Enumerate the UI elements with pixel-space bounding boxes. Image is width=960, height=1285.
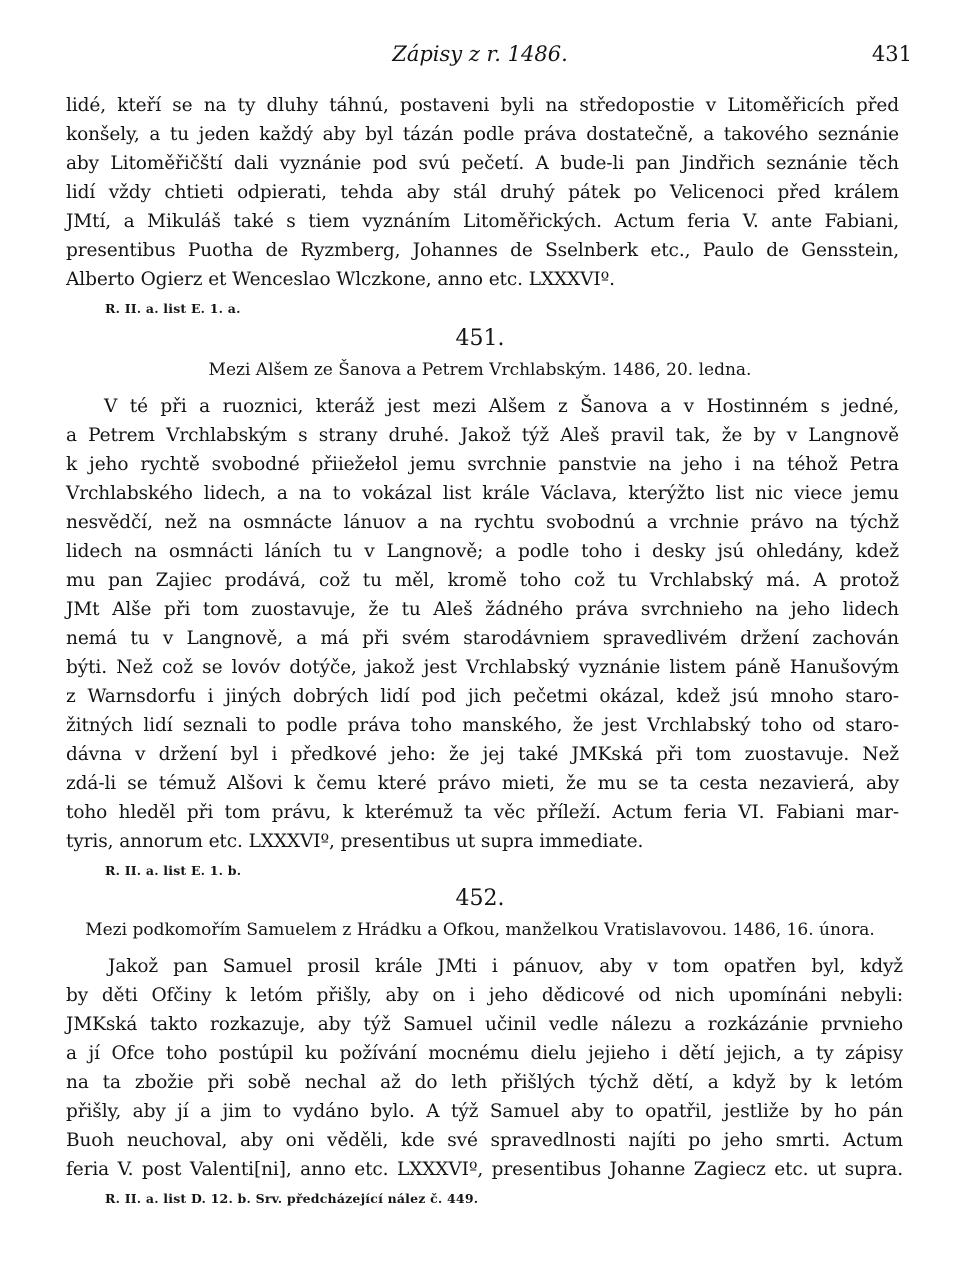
text-line: na ta zbožie při sobě nechal až do leth přišlých týchž dětí, a když by k letóm xyxy=(66,1072,903,1093)
text-line: aby Litoměřičští dali vyznánie pod svú pečetí. A bude-li pan Jindřich seznánie těch xyxy=(66,153,899,174)
text-line: z Warnsdorfu i jiných dobrých lidí pod jich pečetmi okázal, kdež jsú mnoho staro- xyxy=(66,686,899,707)
text-line: lidé, kteří se na ty dluhy táhnú, postaveni byli na středopostie v Litoměřicích před xyxy=(66,95,899,116)
text-line: býti. Než což se lovóv dotýče, jakož jest Vrchlabský vyznánie listem páně Hanušovým xyxy=(66,657,899,678)
text-line: lidech na osmnácti láních tu v Langnově; a podle toho i desky jsú ohledány, kdež xyxy=(66,541,899,562)
text-line: dávna v držení byl i předkové jeho: že jej také JMKská při tom zuostavuje. Než xyxy=(66,744,899,765)
text-line: Jakož pan Samuel prosil krále JMti i pánuov, aby v tom opatřen byl, když xyxy=(108,956,903,977)
text-line: a Petrem Vrchlabským s strany druhé. Jakož týž Aleš pravil tak, že by v Langnově xyxy=(66,425,899,446)
text-line: presentibus Puotha de Ryzmberg, Johannes de Sselnberk etc., Paulo de Gensstein, xyxy=(66,240,899,261)
text-line: feria V. post Valenti[ni], anno etc. LXXXVIº, presentibus Johanne Zagiecz etc. ut supra. xyxy=(66,1159,903,1180)
text-line: JMtí, a Mikuláš také s tiem vyznáním Litoměřických. Actum feria V. ante Fabiani, xyxy=(66,211,899,232)
text-line: žitných lidí seznali to podle práva toho manského, že jest Vrchlabský toho od staro- xyxy=(66,715,899,736)
entry-number: 452. xyxy=(455,886,505,911)
text-line: přišly, aby jí a jim to vydáno bylo. A týž Samuel aby to opatřil, jestliže by ho pán xyxy=(66,1101,903,1122)
text-line-last: Alberto Ogierz et Wenceslao Wlczkone, anno etc. LXXXVIº. xyxy=(66,269,615,290)
text-line: zdá-li se témuž Alšovi k čemu které právo mieti, že mu se ta cesta nezavierá, aby xyxy=(66,773,899,794)
text-line: toho hleděl při tom právu, k kterémuž ta věc příleží. Actum feria VI. Fabiani mar- xyxy=(66,802,899,823)
text-line: mu pan Zajiec prodává, což tu měl, kromě toho což tu Vrchlabský má. A protož xyxy=(66,570,899,591)
text-line: nemá tu v Langnově, a má při svém starodávniem spravedlivém držení zachován xyxy=(66,628,899,649)
text-line: V té při a ruoznici, kteráž jest mezi Alšem z Šanova a v Hostinném s jedné, xyxy=(104,396,899,417)
text-line: lidí vždy chtieti odpierati, tehda aby stál druhý pátek po Velicenoci před králem xyxy=(66,182,899,203)
text-line: k jeho rychtě svobodné přiiežełol jemu svrchnie panstvie na jeho i na téhož Petra xyxy=(66,454,899,475)
text-line: Vrchlabského lidech, a na to vokázal list krále Václava, kterýžto list nic viece jemu xyxy=(66,483,899,504)
source-reference: R. II. a. list E. 1. a. xyxy=(105,301,241,316)
entry-number: 451. xyxy=(455,326,505,351)
text-line: JMKská takto rozkazuje, aby týž Samuel učinil vedle nálezu a rozkázánie prvnieho xyxy=(66,1014,903,1035)
text-line-last: tyris, annorum etc. LXXXVIº, presentibus ut supra immediate. xyxy=(66,831,644,852)
source-reference: R. II. a. list E. 1. b. xyxy=(105,863,242,878)
text-line: by děti Ofčiny k letóm přišly, aby on i jeho dědicové od nich upomínáni nebyli: xyxy=(66,985,903,1006)
text-line: konšely, a tu jeden každý aby byl tázán podle práva dostatečně, a takového seznánie xyxy=(66,124,899,145)
text-line: JMt Alše při tom zuostavuje, že tu Aleš žádného práva svrchnieho na jeho lidech xyxy=(66,599,899,620)
source-reference: R. II. a. list D. 12. b. Srv. předcházející nález č. 449. xyxy=(105,1191,479,1206)
running-title: Zápisy z r. 1486. xyxy=(392,42,568,66)
text-line: Buoh neuchoval, aby oni věděli, kde své spravedlnosti najíti po jeho smrti. Actum xyxy=(66,1130,903,1151)
entry-heading: Mezi Alšem ze Šanova a Petrem Vrchlabským. 1486, 20. ledna. xyxy=(208,360,752,380)
text-line: a jí Ofce toho postúpil ku požívání mocnému dielu jejieho i dětí jejich, a ty zápisy xyxy=(66,1043,903,1064)
entry-heading: Mezi podkomořím Samuelem z Hrádku a Ofkou, manželkou Vratislavovou. 1486, 16. února. xyxy=(85,920,875,940)
page-number: 431 xyxy=(871,42,912,66)
text-line: nesvědčí, než na osmnácte lánuov a na rychtu svobodnú a vrchnie právo na týchž xyxy=(66,512,899,533)
